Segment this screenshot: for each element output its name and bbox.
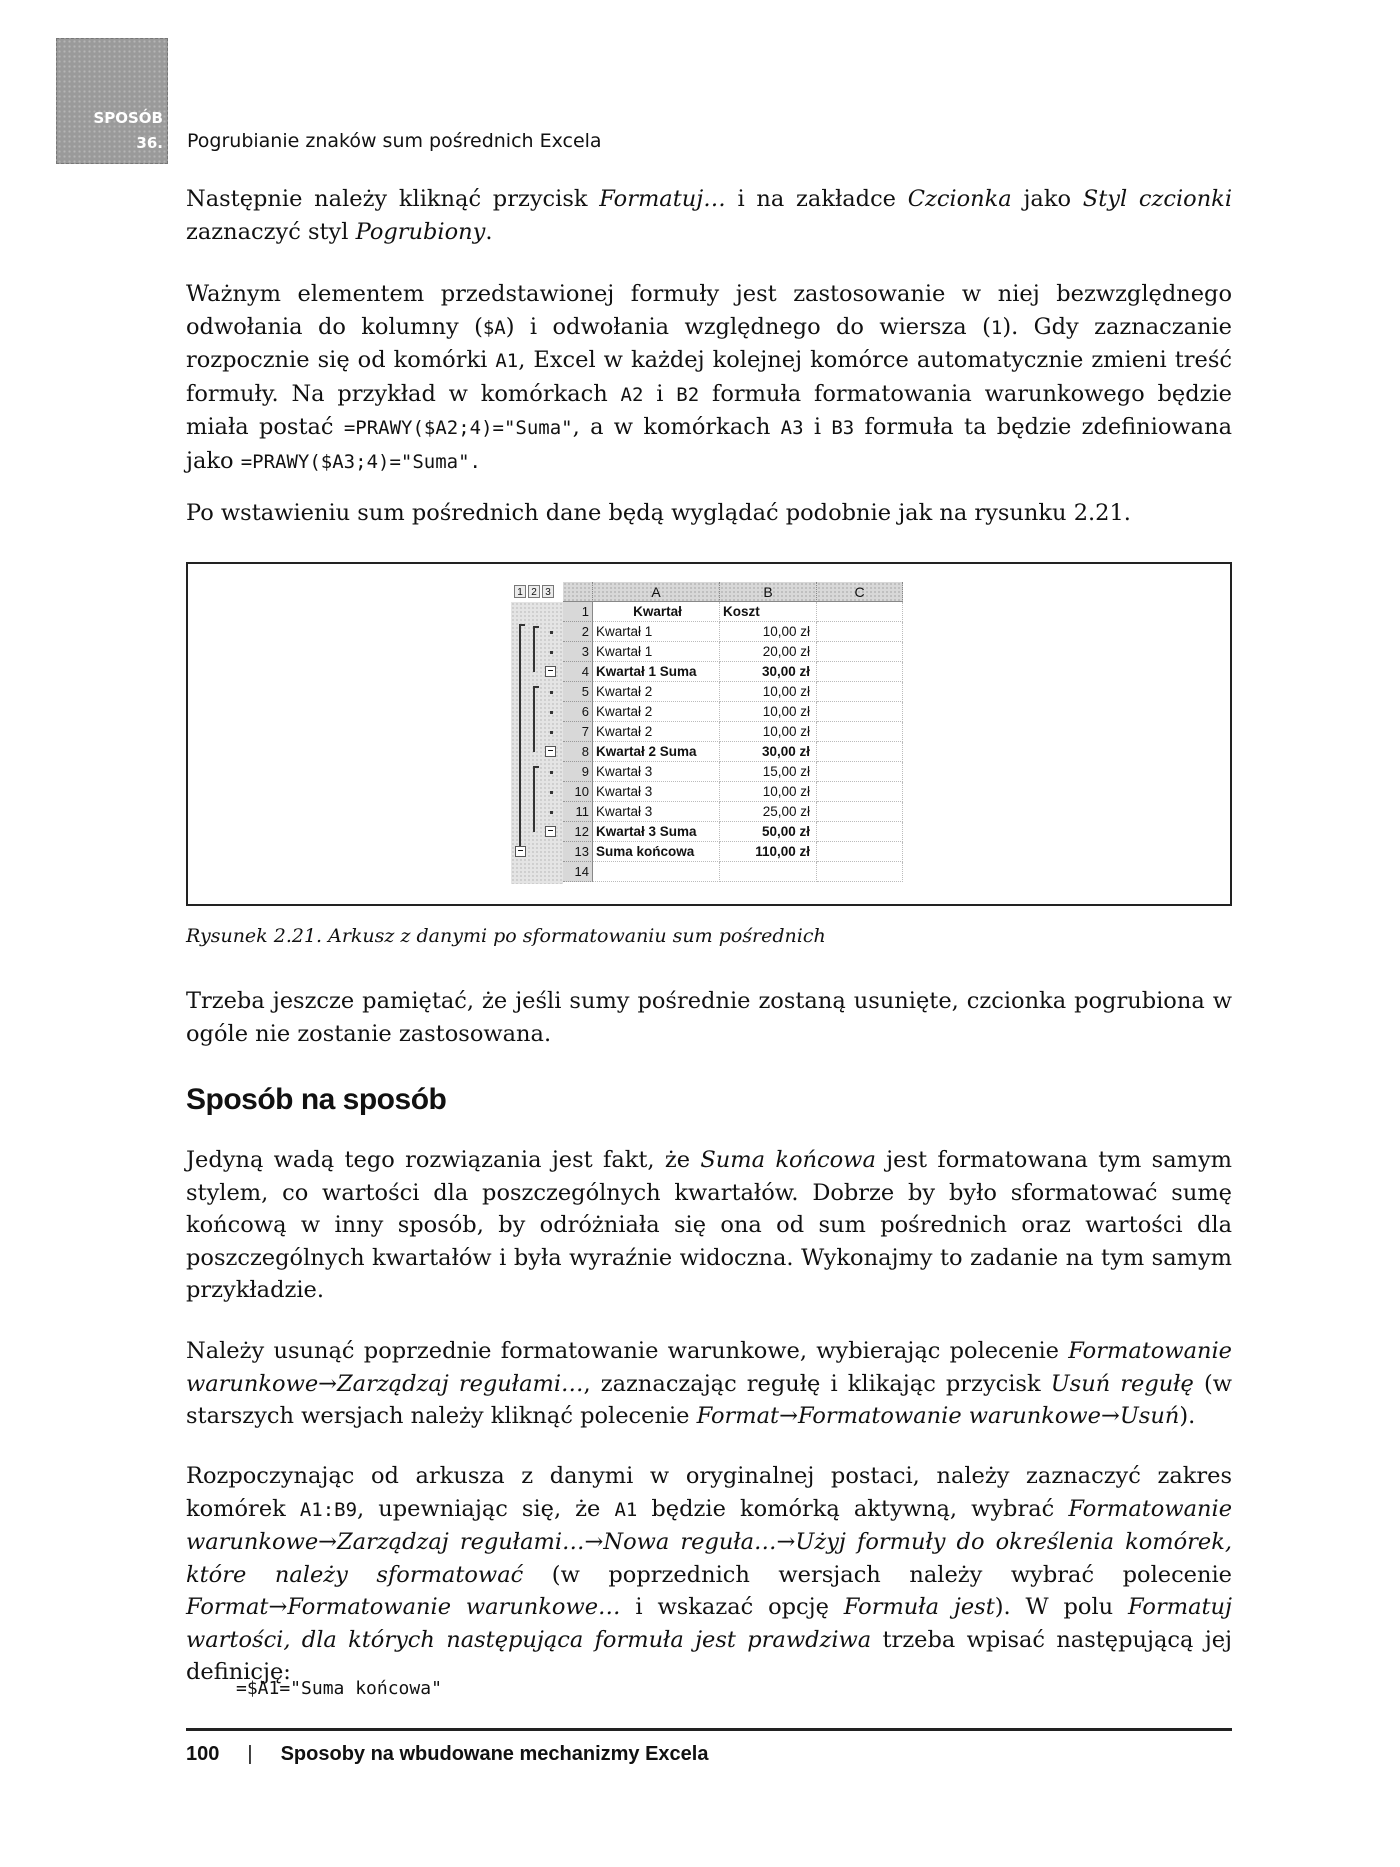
collapse-minus-icon[interactable]: – <box>515 846 526 857</box>
chapter-tab <box>56 38 168 164</box>
cell-c[interactable] <box>817 622 903 642</box>
row-header[interactable]: 12 <box>563 822 593 842</box>
column-header[interactable]: B <box>720 582 817 602</box>
footer-separator: | <box>247 1743 253 1765</box>
cell-b[interactable]: 10,00 zł <box>720 782 817 802</box>
outline-dot <box>550 651 553 654</box>
row-header[interactable]: 13 <box>563 842 593 862</box>
cell-a[interactable]: Suma końcowa <box>593 842 720 862</box>
running-header: Pogrubianie znaków sum pośrednich Excela <box>187 130 602 152</box>
outline-dot <box>550 731 553 734</box>
cell-b[interactable]: Koszt <box>720 602 817 622</box>
cell-c[interactable] <box>817 762 903 782</box>
cell-c[interactable] <box>817 822 903 842</box>
cell-a[interactable]: Kwartał 2 <box>593 722 720 742</box>
book-title: Sposoby na wbudowane mechanizmy Excela <box>280 1743 709 1765</box>
cell-c[interactable] <box>817 682 903 702</box>
cell-b[interactable]: 15,00 zł <box>720 762 817 782</box>
cell-a[interactable]: Kwartał 2 <box>593 702 720 722</box>
outline-dot <box>550 631 553 634</box>
cell-b[interactable]: 30,00 zł <box>720 662 817 682</box>
cell-c[interactable] <box>817 842 903 862</box>
cell-b[interactable]: 10,00 zł <box>720 622 817 642</box>
footer-rule <box>186 1728 1232 1731</box>
paragraph-3: Po wstawieniu sum pośrednich dane będą wyglądać podobnie jak na rysunku 2.21. <box>186 500 1131 526</box>
row-header[interactable]: 11 <box>563 802 593 822</box>
paragraph-2: Ważnym elementem przedstawionej formuły jest zastosowanie w niej bezwzględnego odwołania do kolumny ($A) i odwołania względnego do wiersza (1). Gdy zaznaczanie rozpocznie się od komórki A1, Excel w każdej kolejnej komórce automatycznie zmieni treść formuły. Na przykład w komórkach A2 i B2 formuła formatowania warunkowego będzie miała postać =PRAWY($A2;4)="Suma", a w komórkach A3 i B3 formuła ta będzie zdefiniowana jako =PRAWY($A3;4)="Suma". <box>186 281 1232 474</box>
row-header[interactable]: 5 <box>563 682 593 702</box>
cell-a[interactable]: Kwartał 2 <box>593 682 720 702</box>
row-header[interactable]: 14 <box>563 862 593 882</box>
row-header[interactable]: 7 <box>563 722 593 742</box>
outline-bracket <box>533 766 539 832</box>
cell-a[interactable]: Kwartał 1 <box>593 642 720 662</box>
page-number: 100 <box>186 1743 220 1765</box>
chapter-tab-label: SPOSÓB <box>93 109 163 127</box>
page-footer <box>186 1743 708 1766</box>
paragraph-1: Następnie należy kliknąć przycisk Formatuj… i na zakładce Czcionka jako Styl czcionki zaznaczyć styl Pogrubiony. <box>186 186 1233 245</box>
cell-c[interactable] <box>817 702 903 722</box>
cell-a[interactable]: Kwartał 3 <box>593 762 720 782</box>
row-header[interactable]: 9 <box>563 762 593 782</box>
outline-bracket <box>533 686 539 752</box>
cell-c[interactable] <box>817 742 903 762</box>
section-heading: Sposób na sposób <box>186 1083 447 1116</box>
outline-dot <box>550 711 553 714</box>
outline-level-button[interactable]: 1 <box>514 585 526 598</box>
column-header[interactable]: A <box>593 582 720 602</box>
collapse-minus-icon[interactable]: – <box>545 666 556 677</box>
outline-dot <box>550 791 553 794</box>
formula-definition: =$A1="Suma końcowa" <box>236 1678 442 1699</box>
cell-b[interactable]: 50,00 zł <box>720 822 817 842</box>
row-header[interactable]: 4 <box>563 662 593 682</box>
spreadsheet-figure <box>511 582 903 884</box>
paragraph-5: Jedyną wadą tego rozwiązania jest fakt, że Suma końcowa jest formatowana tym samym stylem, co wartości dla poszczególnych kwartałów. Dobrze by było sformatować sumę końcową w inny sposób, by odróżniała się ona od sum pośrednich oraz wartości dla poszczególnych kwartałów i była wyraźnie widoczna. Wykonajmy to zadanie na tym samym przykładzie. <box>186 1147 1232 1303</box>
cell-c[interactable] <box>817 642 903 662</box>
cell-b[interactable]: 25,00 zł <box>720 802 817 822</box>
paragraph-6: Należy usunąć poprzednie formatowanie warunkowe, wybierając polecenie Formatowanie warunkowe→Zarządzaj regułami…, zaznaczając regułę i klikając przycisk Usuń regułę (w starszych wersjach należy kliknąć polecenie Format→Formatowanie warunkowe→Usuń). <box>186 1338 1232 1429</box>
row-header[interactable]: 6 <box>563 702 593 722</box>
cell-c[interactable] <box>817 802 903 822</box>
outline-level-button[interactable]: 2 <box>528 585 540 598</box>
outline-dot <box>550 771 553 774</box>
outline-level-button[interactable]: 3 <box>542 585 554 598</box>
outline-bracket-outer <box>519 624 525 852</box>
cell-a[interactable]: Kwartał 1 <box>593 622 720 642</box>
cell-b[interactable] <box>720 862 817 882</box>
cell-b[interactable]: 10,00 zł <box>720 682 817 702</box>
cell-c[interactable] <box>817 602 903 622</box>
cell-b[interactable]: 30,00 zł <box>720 742 817 762</box>
cell-b[interactable]: 110,00 zł <box>720 842 817 862</box>
outline-dot <box>550 811 553 814</box>
cell-c[interactable] <box>817 862 903 882</box>
collapse-minus-icon[interactable]: – <box>545 826 556 837</box>
figure-caption: Rysunek 2.21. Arkusz z danymi po sformatowaniu sum pośrednich <box>186 925 826 947</box>
cell-b[interactable]: 10,00 zł <box>720 722 817 742</box>
row-header[interactable]: 8 <box>563 742 593 762</box>
row-header[interactable]: 2 <box>563 622 593 642</box>
paragraph-7: Rozpoczynając od arkusza z danymi w oryginalnej postaci, należy zaznaczyć zakres komórek A1:B9, upewniając się, że A1 będzie komórką aktywną, wybrać Formatowanie warunkowe→Zarządzaj regułami…→Nowa reguła…→Użyj formuły do określenia komórek, które należy sformatować (w poprzednich wersjach należy wybrać polecenie Format→Formatowanie warunkowe… i wskazać opcję Formuła jest). W polu Formatuj wartości, dla których następująca formuła jest prawdziwa trzeba wpisać następującą jej definicję: <box>186 1463 1233 1685</box>
column-header[interactable]: C <box>817 582 903 602</box>
row-header[interactable]: 10 <box>563 782 593 802</box>
cell-b[interactable]: 20,00 zł <box>720 642 817 662</box>
cell-a[interactable]: Kwartał <box>593 602 720 622</box>
chapter-tab-number: 36. <box>136 134 163 152</box>
corner-header <box>563 582 593 602</box>
outline-bracket <box>533 626 539 672</box>
row-header[interactable]: 1 <box>563 602 593 622</box>
cell-a[interactable] <box>593 862 720 882</box>
cell-c[interactable] <box>817 722 903 742</box>
cell-a[interactable]: Kwartał 3 Suma <box>593 822 720 842</box>
cell-b[interactable]: 10,00 zł <box>720 702 817 722</box>
collapse-minus-icon[interactable]: – <box>545 746 556 757</box>
cell-c[interactable] <box>817 662 903 682</box>
cell-a[interactable]: Kwartał 3 <box>593 782 720 802</box>
row-header[interactable]: 3 <box>563 642 593 662</box>
outline-dot <box>550 691 553 694</box>
cell-a[interactable]: Kwartał 1 Suma <box>593 662 720 682</box>
cell-a[interactable]: Kwartał 2 Suma <box>593 742 720 762</box>
cell-a[interactable]: Kwartał 3 <box>593 802 720 822</box>
paragraph-4: Trzeba jeszcze pamiętać, że jeśli sumy pośrednie zostaną usunięte, czcionka pogrubiona w ogóle nie zostanie zastosowana. <box>186 988 1232 1047</box>
cell-c[interactable] <box>817 782 903 802</box>
